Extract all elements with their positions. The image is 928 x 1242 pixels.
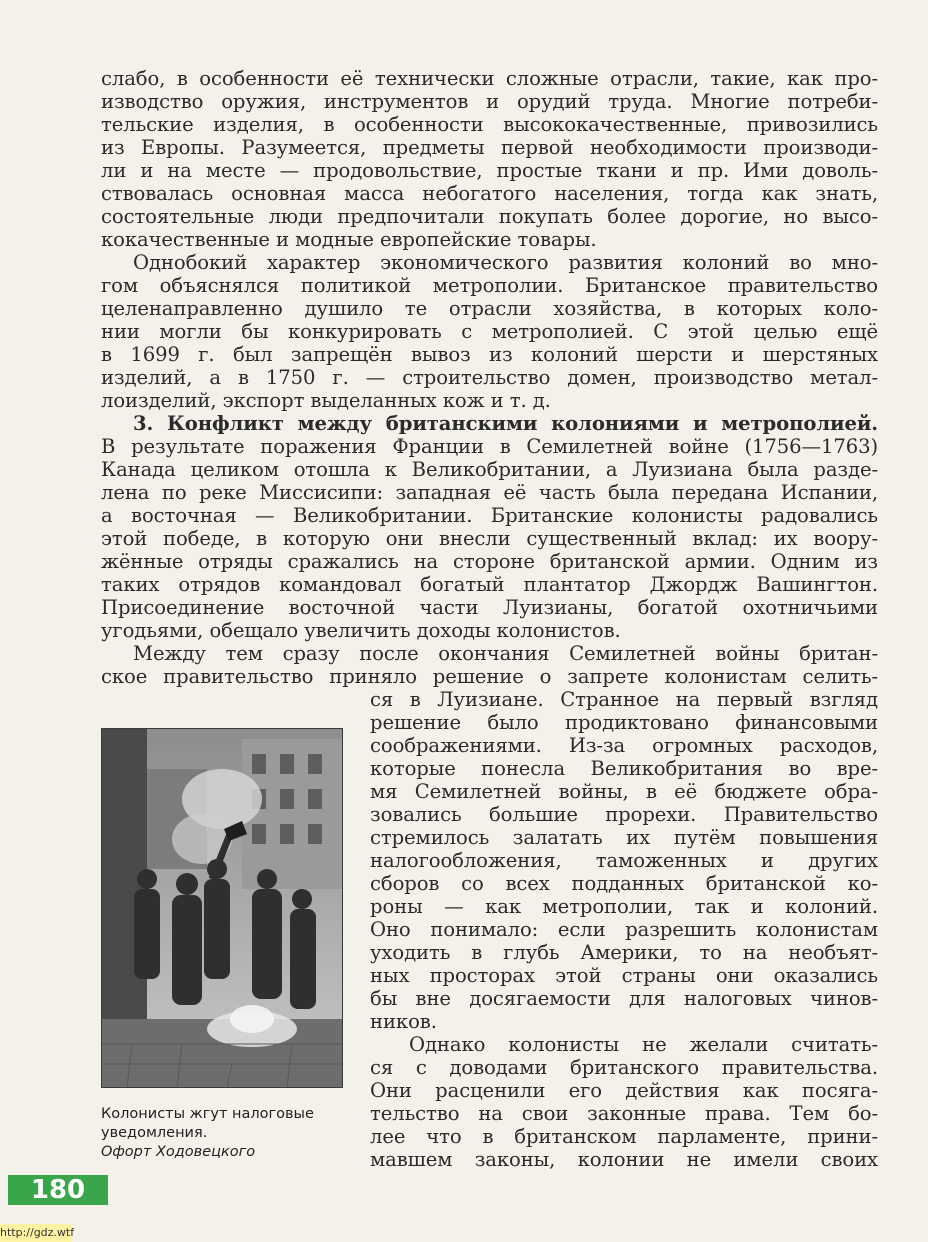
text-line: ствовалась основная масса небогатого населения, тогда как знать, (101, 182, 878, 205)
text-line: Присоединение восточной части Луизианы, богатой охотничьими (101, 596, 878, 619)
text-line: мя Семилетней войны, в её бюджете обра- (370, 780, 878, 803)
text-line: уходить в глубь Америки, то на необъят- (370, 941, 878, 964)
text-line: кокачественные и модные европейские товары. (101, 228, 597, 251)
text-line: бы вне досягаемости для налоговых чинов- (370, 987, 878, 1010)
text-line: Между тем сразу после окончания Семилетней войны британ- (133, 642, 878, 665)
text-line: жённые отряды сражались на стороне британской армии. Одним из (101, 550, 878, 573)
etching-illustration (101, 728, 343, 1088)
text-line: решение было продиктовано финансовыми (370, 711, 878, 734)
text-line: а восточная — Великобритании. Британские колонисты радовались (101, 504, 878, 527)
text-line: мавшем законы, колонии не имели своих (370, 1148, 878, 1171)
text-line: ся с доводами британского правительства. (370, 1056, 878, 1079)
text-line: тельство на свои законные права. Тем бо- (370, 1102, 878, 1125)
text-line: угодьями, обещало увеличить доходы колонистов. (101, 619, 621, 642)
text-line: из Европы. Разумеется, предметы первой необходимости производи- (101, 136, 878, 159)
text-line: лоизделий, экспорт выделанных кож и т. д. (101, 389, 551, 412)
text-line: тельские изделия, в особенности высококачественные, привозились (101, 113, 878, 136)
text-line: Они расценили его действия как посяга- (370, 1079, 878, 1102)
text-line: ников. (370, 1010, 437, 1033)
text-line: Однако колонисты не желали считать- (409, 1033, 878, 1056)
text-line: зовались большие прорехи. Правительство (370, 803, 878, 826)
figure-caption-author: Офорт Ходовецкого (101, 1144, 256, 1160)
figure-caption-line: Колонисты жгут налоговые (101, 1106, 314, 1122)
text-line: ных просторах этой страны они оказались (370, 964, 878, 987)
text-line: в 1699 г. был запрещён вывоз из колоний шерсти и шерстяных (101, 343, 878, 366)
watermark-link[interactable]: http://gdz.wtf (0, 1224, 72, 1242)
text-line: слабо, в особенности её технически сложные отрасли, такие, как про- (101, 67, 878, 90)
page-number: 180 (8, 1175, 108, 1205)
text-line: Однобокий характер экономического развития колоний во мно- (133, 251, 878, 274)
text-line: изделий, а в 1750 г. — строительство домен, производство метал- (101, 366, 878, 389)
text-line: изводство оружия, инструментов и орудий труда. Многие потреби- (101, 90, 878, 113)
text-line: В результате поражения Франции в Семилетней войне (1756—1763) (101, 435, 878, 458)
text-line: нии могли бы конкурировать с метрополией. С этой целью ещё (101, 320, 878, 343)
figure-caption-line: уведомления. (101, 1125, 208, 1141)
text-line: таких отрядов командовал богатый плантатор Джордж Вашингтон. (101, 573, 878, 596)
text-line: стремилось залатать их путём повышения (370, 826, 878, 849)
text-line: соображениями. Из-за огромных расходов, (370, 734, 878, 757)
section-heading: 3. Конфликт между британскими колониями и метрополией. (133, 412, 878, 435)
text-line: ли и на месте — продовольствие, простые ткани и пр. Ими доволь- (101, 159, 878, 182)
text-line: Канада целиком отошла к Великобритании, а Луизиана была разде- (101, 458, 878, 481)
text-line: лена по реке Миссисипи: западная её часть была передана Испании, (101, 481, 878, 504)
text-line: ся в Луизиане. Странное на первый взгляд (370, 688, 878, 711)
etching-drawing (102, 729, 342, 1087)
text-line: сборов со всех подданных британской ко- (370, 872, 878, 895)
text-line: целенаправленно душило те отрасли хозяйства, в которых коло- (101, 297, 878, 320)
text-line: лее что в британском парламенте, прини- (370, 1125, 878, 1148)
text-line: которые понесла Великобритания во вре- (370, 757, 878, 780)
text-line: этой победе, в которую они внесли существенный вклад: их воору- (101, 527, 878, 550)
text-line: налогообложения, таможенных и других (370, 849, 878, 872)
text-line: гом объяснялся политикой метрополии. Британское правительство (101, 274, 878, 297)
text-line: роны — как метрополии, так и колоний. (370, 895, 878, 918)
text-line: ское правительство приняло решение о запрете колонистам селить- (101, 665, 878, 688)
text-line: Оно понимало: если разрешить колонистам (370, 918, 878, 941)
text-line: состоятельные люди предпочитали покупать более дорогие, но высо- (101, 205, 878, 228)
